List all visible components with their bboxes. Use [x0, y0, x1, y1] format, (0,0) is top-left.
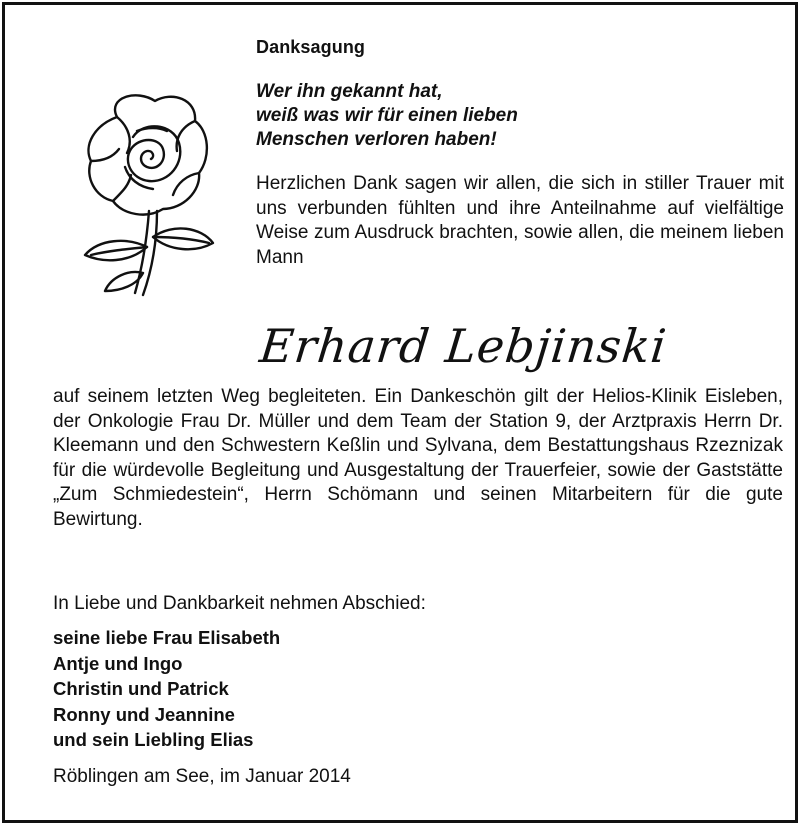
quote-line: Wer ihn gekannt hat, [256, 81, 443, 102]
closing-line: In Liebe und Dankbarkeit nehmen Abschied: [53, 593, 426, 614]
quote-line: Menschen verloren haben! [256, 129, 497, 150]
quote-line: weiß was wir für einen lieben [256, 105, 518, 126]
place-date: Röblingen am See, im Januar 2014 [53, 766, 351, 787]
mourner: und sein Liebling Elias [53, 729, 254, 750]
rose-icon [77, 87, 219, 299]
obituary-card [2, 2, 798, 823]
heading: Danksagung [256, 37, 366, 57]
mourners-list [53, 625, 280, 753]
mourner: Antje und Ingo [53, 652, 183, 674]
thanks-paragraph: auf seinem letzten Weg begleiteten. Ein Dankeschön gilt der Helios-Klinik Eisleben, der Onkologie Frau Dr. Müller und dem Team der Station 9, der Arztpraxis Herrn Dr. Kleemann und den Schwestern Keßlin und Sylvana, dem Bestattungshaus Rzeznizak für die würdevolle Begleitung und Ausgestaltung der Trauerfeier, sowie der Gaststätte „Zum Schmiedestein“, Herrn Schömann und seinen Mitarbeitern für die gute Bewirtung. [53, 386, 783, 530]
deceased-name: Erhard Lebjinski [257, 319, 670, 373]
mourner: Christin und Patrick [53, 678, 229, 699]
intro-paragraph: Herzlichen Dank sagen wir allen, die sich in stiller Trauer mit uns verbunden fühlten und ihre Anteilnahme auf vielfältige Weise zum Ausdruck brachten, sowie allen, die meinem lieben Mann [256, 173, 784, 268]
quote [256, 80, 518, 152]
mourner: Ronny und Jeannine [53, 703, 235, 725]
mourner: seine liebe Frau Elisabeth [53, 627, 281, 648]
